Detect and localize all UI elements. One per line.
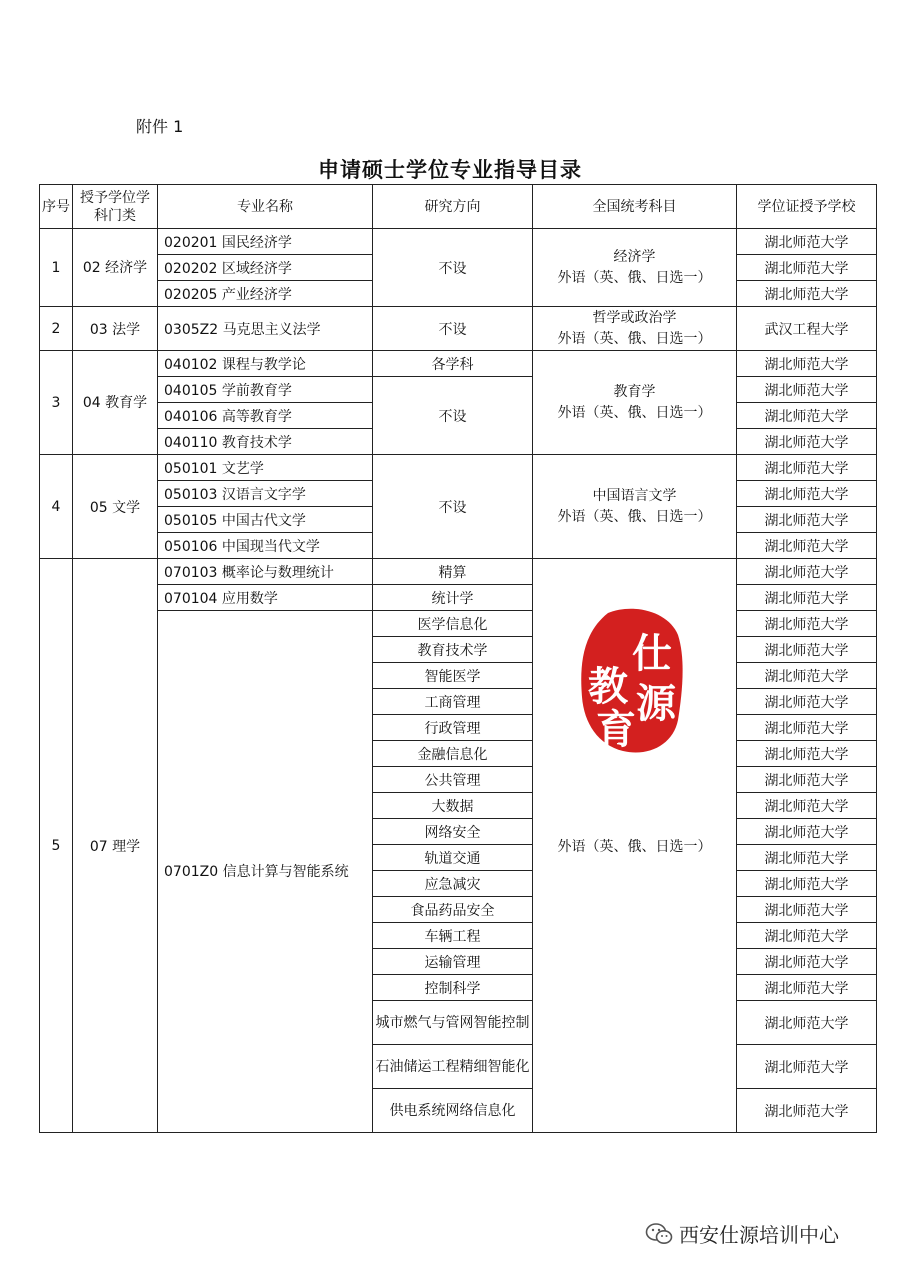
table-row	[40, 229, 877, 255]
table-row	[40, 377, 877, 403]
attachment-label: 附件 1	[136, 117, 184, 136]
seq-cell: 5	[40, 559, 73, 1133]
direction-cell: 金融信息化	[373, 741, 533, 767]
exam-line: 外语（英、俄、日选一）	[557, 269, 712, 286]
table-row	[40, 611, 877, 637]
school-cell: 湖北师范大学	[737, 1089, 877, 1133]
school-cell: 湖北师范大学	[737, 403, 877, 429]
school-cell: 湖北师范大学	[737, 377, 877, 403]
table-header-row	[40, 185, 877, 229]
direction-cell: 石油储运工程精细智能化	[373, 1045, 533, 1089]
school-cell: 湖北师范大学	[737, 585, 877, 611]
directory-table	[39, 184, 877, 1133]
seq-cell: 3	[40, 351, 73, 455]
major-cell: 040110 教育技术学	[158, 429, 373, 455]
footer-text: 西安仕源培训中心	[679, 1223, 839, 1247]
school-cell: 湖北师范大学	[737, 819, 877, 845]
direction-cell: 运输管理	[373, 949, 533, 975]
exam-cell	[533, 307, 737, 351]
table-row	[40, 351, 877, 377]
school-cell: 湖北师范大学	[737, 897, 877, 923]
school-cell: 湖北师范大学	[737, 455, 877, 481]
table-row	[40, 585, 877, 611]
major-cell: 040106 高等教育学	[158, 403, 373, 429]
seal-logo	[578, 605, 686, 755]
header-exam: 全国统考科目	[533, 185, 737, 229]
school-cell: 湖北师范大学	[737, 481, 877, 507]
seal-char: 仕	[632, 630, 672, 677]
seq-cell: 4	[40, 455, 73, 559]
direction-cell: 不设	[373, 377, 533, 455]
exam-cell	[533, 229, 737, 307]
exam-line: 哲学或政治学	[592, 309, 677, 326]
seal-char: 教	[588, 663, 628, 710]
category-cell: 02 经济学	[73, 229, 158, 307]
school-cell: 湖北师范大学	[737, 663, 877, 689]
exam-line: 外语（英、俄、日选一）	[557, 508, 712, 525]
direction-cell: 精算	[373, 559, 533, 585]
direction-cell: 统计学	[373, 585, 533, 611]
major-cell: 050103 汉语言文字学	[158, 481, 373, 507]
direction-cell: 不设	[373, 307, 533, 351]
direction-cell: 控制科学	[373, 975, 533, 1001]
exam-cell: 外语（英、俄、日选一）	[533, 559, 737, 1133]
major-cell: 020205 产业经济学	[158, 281, 373, 307]
direction-cell: 轨道交通	[373, 845, 533, 871]
category-cell: 05 文学	[73, 455, 158, 559]
school-cell: 湖北师范大学	[737, 429, 877, 455]
direction-cell: 智能医学	[373, 663, 533, 689]
category-cell: 04 教育学	[73, 351, 158, 455]
major-cell: 070103 概率论与数理统计	[158, 559, 373, 585]
exam-cell	[533, 455, 737, 559]
direction-cell: 大数据	[373, 793, 533, 819]
direction-cell: 不设	[373, 455, 533, 559]
table-row	[40, 307, 877, 351]
direction-cell: 不设	[373, 229, 533, 307]
exam-line: 中国语言文学	[592, 487, 677, 504]
header-major: 专业名称	[158, 185, 373, 229]
major-cell: 070104 应用数学	[158, 585, 373, 611]
school-cell: 湖北师范大学	[737, 507, 877, 533]
school-cell: 湖北师范大学	[737, 845, 877, 871]
direction-cell: 应急减灾	[373, 871, 533, 897]
exam-cell	[533, 351, 737, 455]
page-title: 申请硕士学位专业指导目录	[318, 158, 582, 182]
exam-line: 外语（英、俄、日选一）	[557, 330, 712, 347]
major-cell: 040105 学前教育学	[158, 377, 373, 403]
direction-cell: 车辆工程	[373, 923, 533, 949]
major-cell: 0305Z2 马克思主义法学	[158, 307, 373, 351]
category-cell: 03 法学	[73, 307, 158, 351]
direction-cell: 工商管理	[373, 689, 533, 715]
school-cell: 湖北师范大学	[737, 611, 877, 637]
major-cell: 020202 区域经济学	[158, 255, 373, 281]
exam-line: 教育学	[613, 383, 656, 400]
header-direction: 研究方向	[373, 185, 533, 229]
school-cell: 湖北师范大学	[737, 715, 877, 741]
school-cell: 湖北师范大学	[737, 351, 877, 377]
major-cell: 0701Z0 信息计算与智能系统	[158, 611, 373, 1133]
header-seq: 序号	[40, 185, 73, 229]
direction-cell: 医学信息化	[373, 611, 533, 637]
direction-cell: 公共管理	[373, 767, 533, 793]
direction-cell: 食品药品安全	[373, 897, 533, 923]
exam-line: 外语（英、俄、日选一）	[557, 404, 712, 421]
school-cell: 湖北师范大学	[737, 559, 877, 585]
direction-cell: 网络安全	[373, 819, 533, 845]
school-cell: 湖北师范大学	[737, 533, 877, 559]
seq-cell: 1	[40, 229, 73, 307]
table-row	[40, 559, 877, 585]
direction-cell: 行政管理	[373, 715, 533, 741]
footer-watermark	[645, 1219, 839, 1248]
school-cell: 湖北师范大学	[737, 281, 877, 307]
major-cell: 020201 国民经济学	[158, 229, 373, 255]
header-school: 学位证授予学校	[737, 185, 877, 229]
direction-cell: 城市燃气与管网智能控制	[373, 1001, 533, 1045]
table-row	[40, 455, 877, 481]
school-cell: 湖北师范大学	[737, 255, 877, 281]
school-cell: 湖北师范大学	[737, 689, 877, 715]
school-cell: 湖北师范大学	[737, 975, 877, 1001]
school-cell: 湖北师范大学	[737, 1045, 877, 1089]
school-cell: 湖北师范大学	[737, 229, 877, 255]
school-cell: 湖北师范大学	[737, 637, 877, 663]
direction-cell: 各学科	[373, 351, 533, 377]
school-cell: 湖北师范大学	[737, 1001, 877, 1045]
school-cell: 湖北师范大学	[737, 741, 877, 767]
school-cell: 湖北师范大学	[737, 793, 877, 819]
school-cell: 湖北师范大学	[737, 923, 877, 949]
school-cell: 武汉工程大学	[737, 307, 877, 351]
seal-char: 育	[596, 706, 636, 753]
exam-line: 经济学	[613, 248, 656, 265]
seal-char: 源	[636, 680, 676, 727]
major-cell: 050105 中国古代文学	[158, 507, 373, 533]
school-cell: 湖北师范大学	[737, 767, 877, 793]
major-cell: 040102 课程与教学论	[158, 351, 373, 377]
wechat-icon	[645, 1222, 673, 1246]
direction-cell: 供电系统网络信息化	[373, 1089, 533, 1133]
header-category: 授予学位学科门类	[73, 185, 158, 229]
school-cell: 湖北师范大学	[737, 871, 877, 897]
direction-cell: 教育技术学	[373, 637, 533, 663]
seq-cell: 2	[40, 307, 73, 351]
category-cell: 07 理学	[73, 559, 158, 1133]
school-cell: 湖北师范大学	[737, 949, 877, 975]
major-cell: 050101 文艺学	[158, 455, 373, 481]
major-cell: 050106 中国现当代文学	[158, 533, 373, 559]
